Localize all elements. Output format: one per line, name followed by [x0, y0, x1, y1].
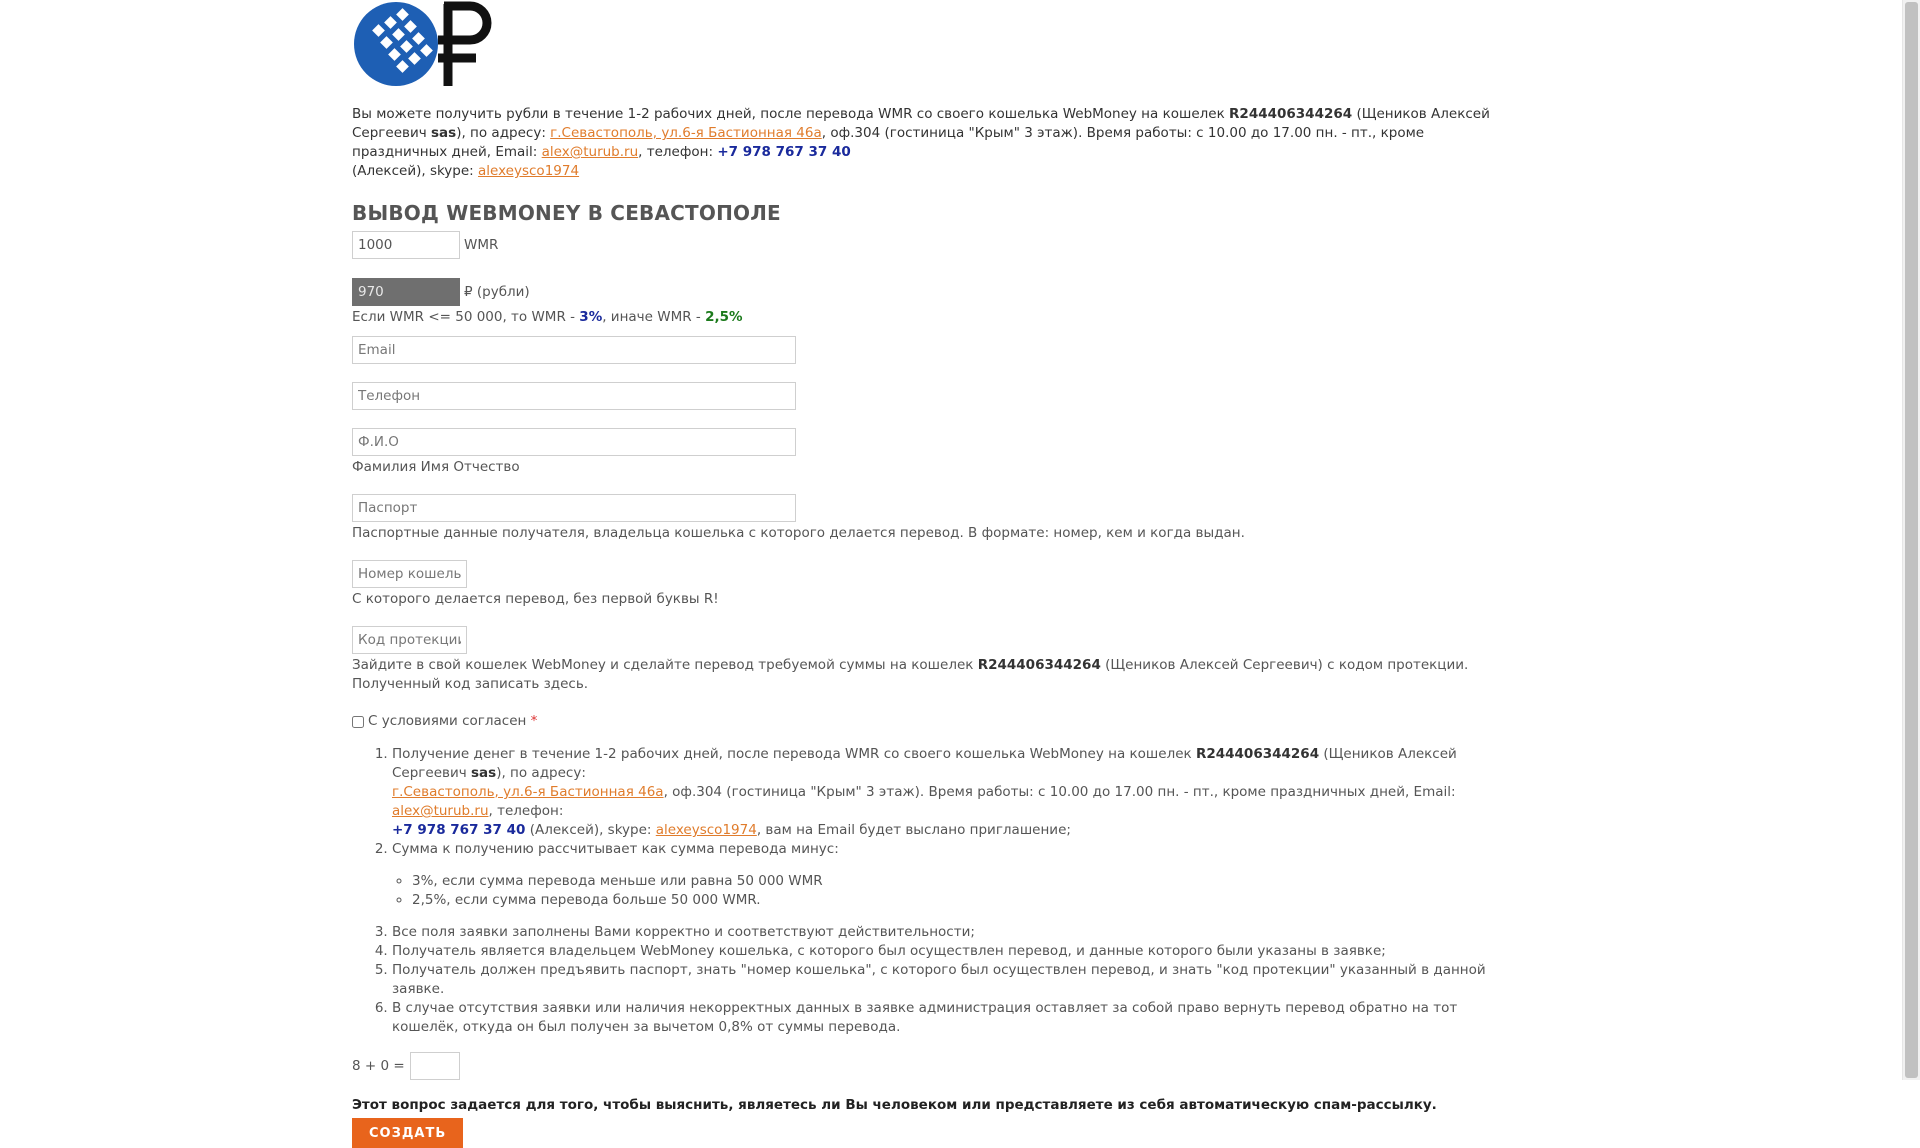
rate-high: 2,5%	[705, 309, 743, 325]
term-text: , телефон:	[488, 803, 564, 819]
term-email-link[interactable]: alex@turub.ru	[392, 803, 489, 819]
required-star: *	[530, 713, 538, 729]
term-text: (Щеников Алексей Сергеевич	[392, 746, 1457, 781]
spam-note: Этот вопрос задается для того, чтобы выяснить, являетесь ли Вы человеком или представляете из себя автоматическую спам-рассылку.	[352, 1097, 1437, 1113]
email-row	[352, 336, 1522, 364]
wmr-unit-label: WMR	[464, 236, 499, 253]
passport-field[interactable]	[352, 494, 796, 522]
rate-low: 3%	[579, 309, 603, 325]
agree-label: С условиями согласен	[368, 713, 527, 729]
phone-row	[352, 382, 1522, 410]
code-row	[352, 626, 1522, 654]
captcha-question: 8 + 0 =	[352, 1057, 405, 1074]
email-link[interactable]: alex@turub.ru	[541, 144, 639, 160]
passport-hint: Паспортные данные получателя, владельца кошелька с которого делается перевод. В формате: номер, кем и когда выдан.	[352, 525, 1245, 541]
term-skype-link[interactable]: alexeysco1974	[655, 822, 757, 838]
captcha-input[interactable]	[410, 1052, 460, 1080]
wmr-row	[352, 231, 1522, 259]
passport-row	[352, 494, 1522, 522]
wallet-hint: С которого делается перевод, без первой буквы R!	[352, 591, 719, 607]
captcha-row	[352, 1052, 1522, 1080]
rub-row	[352, 278, 1522, 306]
term-phone: +7 978 767 37 40	[392, 822, 526, 838]
list-item: 6. В случае отсутствия заявки или наличия некорректных данных в заявке администрация оставляет за собой право вернуть перевод обратно на тот кошелёк, откуда он был получен за вычетом 0,8% от суммы перевода.	[392, 999, 1522, 1037]
vertical-scrollbar[interactable]	[1902, 0, 1920, 1080]
intro-text: , телефон:	[638, 144, 718, 160]
rate-hint-text: , иначе WMR -	[602, 309, 706, 325]
code-hint-text: (Щеников Алексей Сергеевич) с кодом протекции. Полученный код записать здесь.	[352, 657, 1469, 692]
terms-list	[352, 745, 1522, 1037]
fio-field[interactable]	[352, 428, 796, 456]
term-text: ), по адресу:	[496, 765, 586, 781]
email-field[interactable]	[352, 336, 796, 364]
wallet-number-field[interactable]	[352, 560, 467, 588]
list-item	[392, 745, 1522, 840]
rate-hint-text: Если WMR <= 50 000, то WMR -	[352, 309, 580, 325]
intro-text: ), по адресу:	[456, 125, 551, 141]
phone-number: +7 978 767 37 40	[717, 144, 851, 160]
term-text: (Алексей), skype:	[525, 822, 656, 838]
code-hint-wallet: R244406344264	[977, 657, 1101, 673]
phone-field[interactable]	[352, 382, 796, 410]
page-title: ВЫВОД WEBMONEY В СЕВАСТОПОЛЕ	[352, 201, 781, 225]
term-sas: sas	[471, 765, 497, 781]
intro-paragraph	[352, 105, 1522, 181]
intro-text: , оф.304 (гостиница "Крым" 3 этаж). Время работы: с 10.00 до 17.00 пн. - пт., кроме праздничных дней, Email:	[352, 125, 1425, 160]
term-text: Получение денег в течение 1-2 рабочих дней, после перевода WMR со своего кошелька WebMoney на кошелек	[392, 746, 1196, 762]
sub-list-item: ◦ 3%, если сумма перевода меньше или равна 50 000 WMR	[412, 872, 1522, 891]
term-text: , вам на Email будет выслано приглашение;	[756, 822, 1071, 838]
term-address-link[interactable]: г.Севастополь, ул.6-я Бастионная 46а	[392, 784, 664, 800]
webmoney-logo-icon	[352, 0, 504, 88]
intro-sas: sas	[431, 125, 457, 141]
fio-row	[352, 428, 1522, 456]
sub-list-item: ◦ 2,5%, если сумма перевода больше 50 000 WMR.	[412, 891, 1522, 910]
fio-hint: Фамилия Имя Отчество	[352, 459, 520, 475]
term-text: Сумма к получению рассчитывает как сумма перевода минус:	[392, 841, 839, 857]
code-hint-text: Зайдите в свой кошелек WebMoney и сделайте перевод требуемой суммы на кошелек	[352, 657, 978, 673]
rub-amount-input	[352, 278, 460, 306]
agree-checkbox[interactable]	[352, 716, 364, 728]
protection-code-field[interactable]	[352, 626, 467, 654]
sub-list	[392, 872, 1522, 910]
term-wallet: R244406344264	[1195, 746, 1320, 762]
list-item: 5. Получатель должен предъявить паспорт, знать "номер кошелька", с которого был осуществлен перевод, и знать "код протекции" указанный в данной заявке.	[392, 961, 1522, 999]
intro-wallet: R244406344264	[1229, 106, 1353, 122]
intro-text: (Алексей), skype:	[352, 163, 479, 179]
rub-unit-label: ₽ (рубли)	[464, 283, 530, 300]
intro-text: Вы можете получить рубли в течение 1-2 рабочих дней, после перевода WMR со своего кошелька WebMoney на кошелек	[352, 106, 1230, 122]
list-item: 3. Все поля заявки заполнены Вами корректно и соответствуют действительности;	[392, 923, 1522, 942]
code-hint	[352, 656, 1522, 694]
rate-hint	[352, 308, 1522, 327]
intro-text: (Щеников Алексей Сергеевич	[352, 106, 1490, 141]
list-item: 4. Получатель является владельцем WebMoney кошелька, с которого был осуществлен перевод, и данные которого были указаны в заявке;	[392, 942, 1522, 961]
main-content	[352, 0, 1522, 1148]
create-button[interactable]: СОЗДАТЬ	[352, 1118, 463, 1148]
address-link[interactable]: г.Севастополь, ул.6-я Бастионная 46а	[550, 125, 822, 141]
wallet-row	[352, 560, 1522, 588]
wmr-amount-input[interactable]	[352, 231, 460, 259]
list-item	[392, 840, 1522, 910]
skype-link[interactable]: alexeysco1974	[478, 163, 580, 179]
webmoney-ruble-logo	[352, 0, 1522, 88]
scrollbar-thumb[interactable]	[1905, 2, 1918, 1078]
term-text: , оф.304 (гостиница "Крым" 3 этаж). Время работы: с 10.00 до 17.00 пн. - пт., кроме праздничных дней, Email:	[663, 784, 1456, 800]
agree-row[interactable]	[352, 712, 1522, 731]
